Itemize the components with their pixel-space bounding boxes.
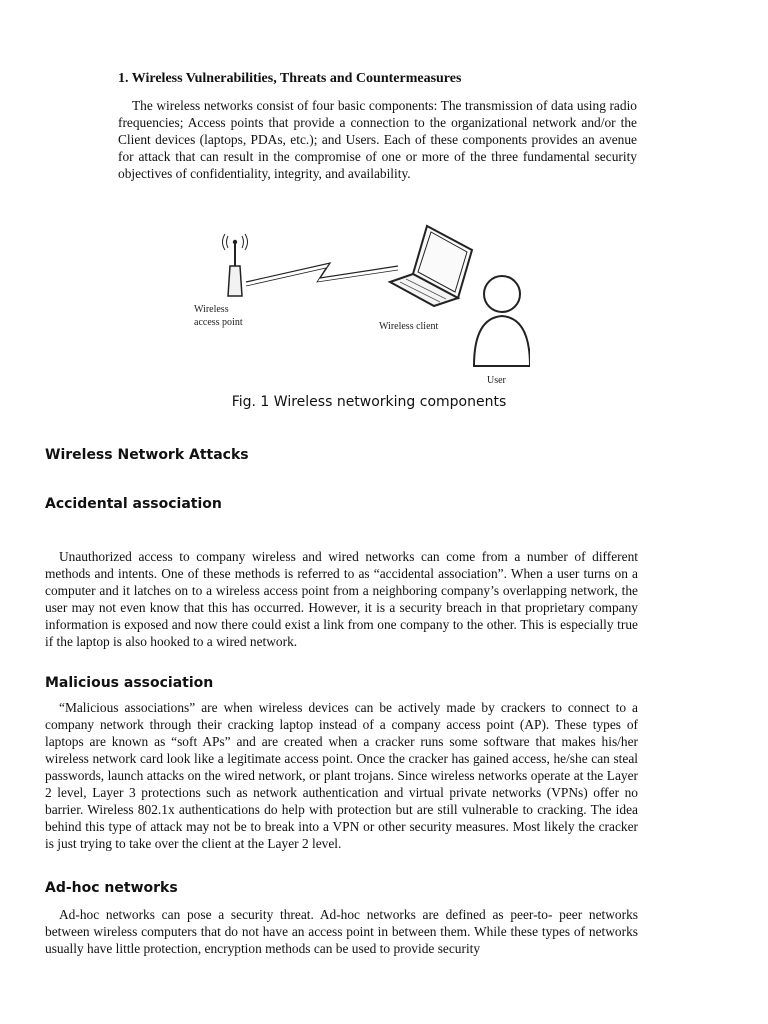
attacks-heading: Wireless Network Attacks [45, 447, 249, 463]
accidental-heading: Accidental association [45, 496, 222, 512]
access-point-label-line1: Wireless [194, 304, 229, 315]
access-point-icon [223, 234, 248, 296]
adhoc-text: Ad-hoc networks can pose a security threat. Ad-hoc networks are defined as peer-to- peer networks between wireless computers that do not have an access point in between them. While these types of networks usually have little protection, encryption methods can be used to provide security [45, 907, 638, 956]
adhoc-paragraph [45, 906, 638, 957]
accidental-text: Unauthorized access to company wireless and wired networks can come from a number of different methods and intents. One of these methods is referred to as “accidental association”. When a user turns on a computer and it latches on to a wireless access point from a neighboring company’s overlapping network, the user may not even know that this has occurred. However, it is a security breach in that proprietary company information is exposed and now there could exist a link from one company to the other. This is especially true if the laptop is also hooked to a wired network. [45, 549, 638, 649]
radio-link-icon [246, 263, 398, 282]
access-point-label-line2: access point [194, 317, 243, 328]
malicious-text: “Malicious associations” are when wireless devices can be actively made by crackers to connect to a company network through their cracking laptop instead of a company access point (AP). These types of laptops are known as “soft APs” and are created when a cracker runs some software that makes his/her wireless network card look like a legitimate access point. Once the cracker has gained access, he/she can steal passwords, launch attacks on the wired network, or plant trojans. Since wireless networks operate at the Layer 2 level, Layer 3 protections such as network authentication and virtual private networks (VPNs) offer no barrier. Wireless 802.1x authentications do help with protection but are still vulnerable to cracking. The idea behind this type of attack may not be to break into a VPN or other security measures. Most likely the cracker is just trying to take over the client at the Layer 2 level. [45, 700, 638, 851]
user-label: User [487, 375, 506, 386]
adhoc-heading: Ad-hoc networks [45, 880, 178, 896]
user-icon [474, 276, 530, 366]
figure-caption: Fig. 1 Wireless networking components [231, 394, 507, 410]
laptop-icon [390, 226, 472, 306]
malicious-paragraph [45, 699, 638, 852]
intro-paragraph [118, 97, 637, 182]
wireless-components-figure [190, 222, 530, 390]
malicious-heading: Malicious association [45, 675, 214, 691]
client-label: Wireless client [379, 321, 439, 332]
section-title: 1. Wireless Vulnerabilities, Threats and Countermeasures [118, 71, 462, 86]
accidental-paragraph [45, 548, 638, 650]
intro-text: The wireless networks consist of four basic components: The transmission of data using radio frequencies; Access points that provide a connection to the organizational network and/or the Client devices (laptops, PDAs, etc.); and Users. Each of these components provides an avenue for attack that can result in the compromise of one or more of the three fundamental security objectives of confidentiality, integrity, and availability. [118, 98, 637, 181]
